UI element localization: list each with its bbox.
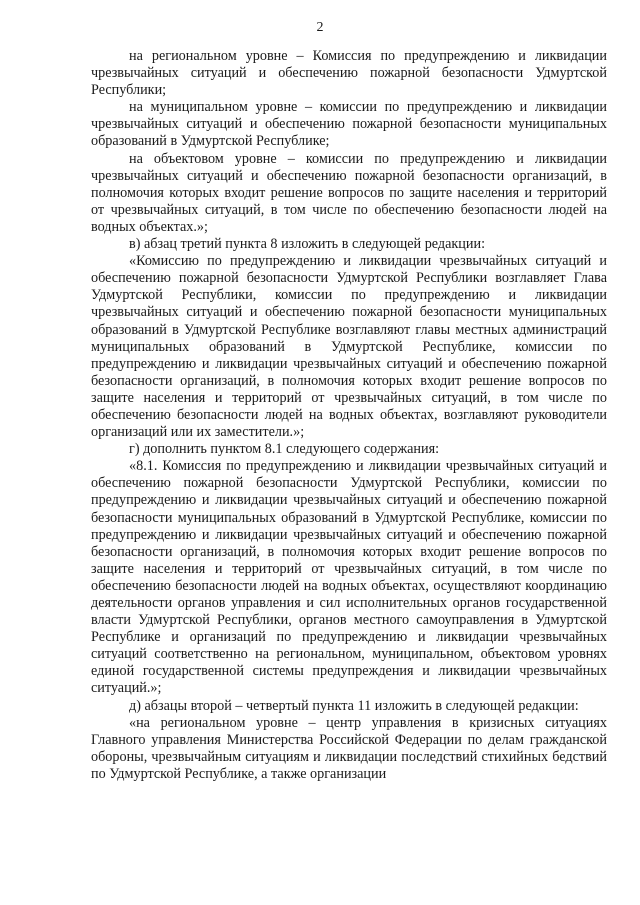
paragraph-object-level: на объектовом уровне – комиссии по предупреждению и ликвидации чрезвычайных ситуаций и обеспечению пожарной безопасности организаций, в полномочия которых входит решение вопросов по защите населения и территорий от чрезвычайных ситуаций, в том числе по обеспечению безопасности людей на водных объектах.»; — [91, 150, 607, 235]
paragraph-amendment-v: в) абзац третий пункта 8 изложить в следующей редакции: — [129, 236, 486, 253]
document-body — [91, 48, 607, 783]
paragraph-commission-heads: «Комиссию по предупреждению и ликвидации чрезвычайных ситуаций и обеспечению пожарной безопасности Удмуртской Республики возглавляет Глава Удмуртской Республики, комиссии по предупреждению и ликвидации чрезвычайных ситуаций и обеспечению пожарной безопасности муниципальных образований в Удмуртской Республике возглавляют главы местных администраций муниципальных образований в Удмуртской Республике, комиссии по предупреждению и ликвидации чрезвычайных ситуаций и обеспечению пожарной безопасности организаций, в полномочия которых входит решение вопросов по защите населения и территорий от чрезвычайных ситуаций, в том числе по обеспечению безопасности людей на водных объектах, возглавляют руководители организаций или их заместители.»; — [91, 253, 607, 441]
paragraph-regional-control-center: «на региональном уровне – центр управления в кризисных ситуациях Главного управления Министерства Российской Федерации по делам гражданской обороны, чрезвычайным ситуациям и ликвидации последствий стихийных бедствий по Удмуртской Республике, а также организации — [91, 714, 607, 782]
paragraph-clause-8-1: «8.1. Комиссия по предупреждению и ликвидации чрезвычайных ситуаций и обеспечению пожарной безопасности Удмуртской Республики, комиссии по предупреждению и ликвидации чрезвычайных ситуаций и обеспечению пожарной безопасности муниципальных образований в Удмуртской Республике, комиссии по предупреждению и ликвидации чрезвычайных ситуаций и обеспечению пожарной безопасности организаций, в полномочия которых входит решение вопросов по защите населения и территорий от чрезвычайных ситуаций, в том числе по обеспечению безопасности людей на водных объектах, осуществляют координацию деятельности органов управления и сил исполнительных органов государственной власти Удмуртской Республики, органов местного самоуправления в Удмуртской Республике и организаций по предупреждению и ликвидации чрезвычайных ситуаций соответственно на региональном, муниципальном, объектовом уровнях единой государственной системы предупреждения и ликвидации чрезвычайных ситуаций.»; — [91, 458, 607, 697]
page-number: 2 — [316, 20, 324, 35]
paragraph-municipal-level: на муниципальном уровне – комиссии по предупреждению и ликвидации чрезвычайных ситуаций и обеспечению пожарной безопасности муниципальных образований в Удмуртской Республике; — [91, 99, 607, 150]
paragraph-amendment-g: г) дополнить пунктом 8.1 следующего содержания: — [129, 441, 440, 458]
paragraph-regional-level: на региональном уровне – Комиссия по предупреждению и ликвидации чрезвычайных ситуаций и обеспечению пожарной безопасности Удмуртской Республики; — [91, 48, 607, 99]
paragraph-amendment-d: д) абзацы второй – четвертый пункта 11 изложить в следующей редакции: — [129, 697, 579, 714]
